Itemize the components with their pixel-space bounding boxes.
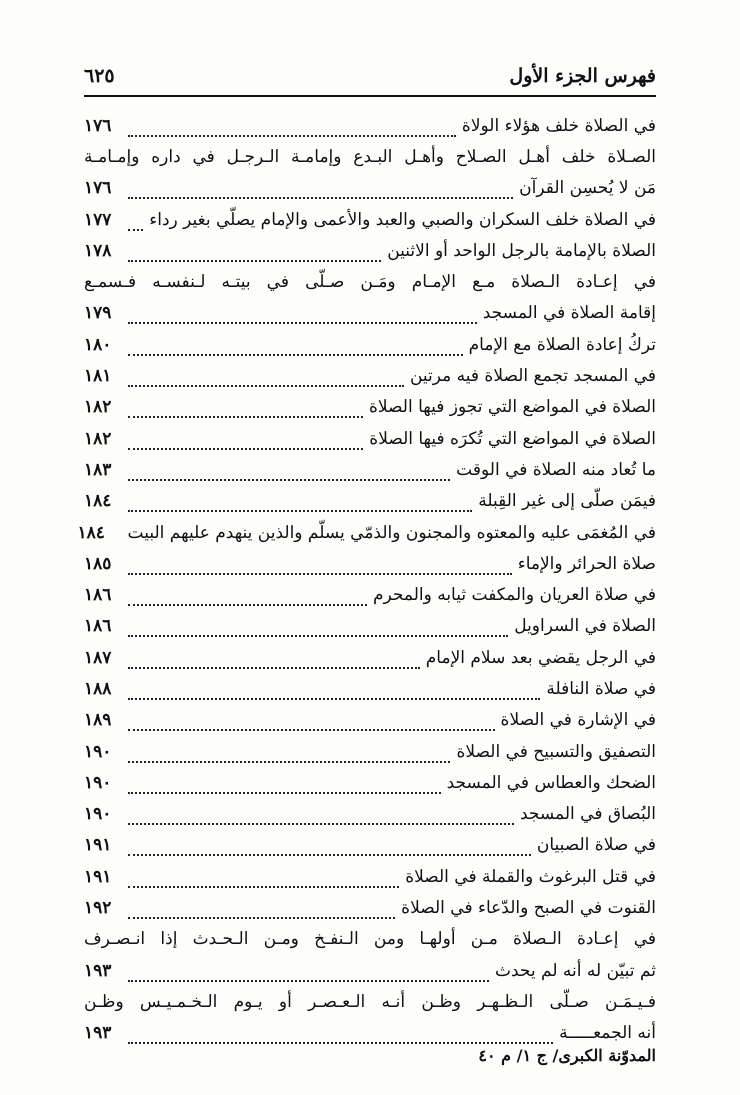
toc-entry-title: التصفيق والتسبيح في الصلاة [456, 741, 656, 762]
dot-leader [128, 619, 508, 637]
toc-entry-title: البُصاق في المسجد [519, 804, 656, 825]
dot-leader [128, 557, 512, 575]
toc-entry-title: في المُغمَى عليه والمعتوه والمجنون والذمّي يسلّم والذين ينهدم عليهم البيت [127, 522, 656, 543]
dot-leader [128, 1026, 553, 1044]
toc-entry-title: صلاة الحرائر والإماء [517, 553, 656, 574]
dot-leader [128, 181, 513, 199]
toc-entry-page: ١٧٦ [84, 115, 112, 136]
footer-signature: المدوّنة الكبرى/ ج ١/ م ٤٠ [478, 1046, 656, 1065]
toc-entry-title: في قتل البرغوث والقملة في الصلاة [405, 866, 656, 887]
toc-entry-page: ١٧٦ [84, 178, 112, 199]
toc-entry [84, 329, 656, 360]
table-of-contents [77, 110, 656, 1049]
toc-entry-page: ١٨٢ [84, 428, 112, 449]
toc-entry-page: ١٨٦ [84, 616, 112, 637]
toc-entry [84, 924, 656, 955]
toc-entry-page: ١٨٤ [84, 491, 112, 512]
toc-entry [84, 611, 656, 642]
dot-leader [128, 964, 489, 982]
toc-entry-title: مَن لا يُحسِن القرآن [519, 178, 656, 199]
toc-entry-page: ١٨٧ [84, 647, 112, 668]
dot-leader [128, 588, 367, 606]
toc-entry-page: ١٧٧ [84, 209, 112, 230]
toc-entry-title: في الرجل يقضي بعد سلام الإمام [425, 647, 656, 668]
toc-entry-title: في إعـادة الـصلاة مـع الإمـام ومَـن صـلّى في بيتـه لـنفسـه فـسمـع [84, 272, 656, 293]
dot-leader [128, 807, 514, 825]
toc-entry [84, 705, 656, 736]
toc-entry [84, 266, 656, 297]
dot-leader [128, 400, 363, 418]
toc-entry-page: ١٩٠ [84, 804, 112, 825]
toc-entry [84, 579, 656, 610]
toc-entry-title: تركُ إعادة الصلاة مع الإمام [468, 334, 656, 355]
dot-leader [128, 244, 381, 262]
toc-entry-title: في صلاة الصبيان [536, 835, 656, 856]
running-title: فهرس الجزء الأول [509, 65, 656, 87]
dot-leader [128, 432, 363, 450]
toc-entry-page: ١٨٨ [84, 678, 112, 699]
page-header [84, 58, 656, 94]
toc-entry [84, 110, 656, 141]
toc-entry [84, 454, 656, 485]
toc-entry-page: ١٩٣ [84, 1023, 112, 1044]
toc-entry [84, 204, 656, 235]
toc-entry [84, 141, 656, 172]
toc-entry-title: الصـلاة خلف أهـل الصـلاح وأهـل البـدع وإمامـة الـرجـل في داره وإمـامـة [84, 146, 656, 167]
toc-entry [84, 673, 656, 704]
toc-entry-page: ١٨١ [84, 366, 112, 387]
toc-entry-title: في الإشارة في الصلاة [500, 710, 656, 731]
toc-entry [84, 892, 656, 923]
dot-leader [128, 870, 399, 888]
page-number: ٦٢٥ [84, 65, 115, 87]
toc-entry-title: القنوت في الصبح والدّعاء في الصلاة [401, 898, 656, 919]
toc-entry-title: في صلاة العريان والمكفت ثيابه والمحرم [372, 585, 656, 606]
toc-entry-title: إقامة الصلاة في المسجد [482, 303, 656, 324]
toc-entry-page: ١٩٢ [84, 898, 112, 919]
dot-leader [128, 776, 441, 794]
toc-entry [77, 517, 656, 548]
toc-entry [84, 986, 656, 1017]
toc-entry-title: ما تُعاد منه الصلاة في الوقت [456, 459, 656, 480]
toc-entry-page: ١٨٣ [84, 459, 112, 480]
dot-leader [128, 369, 404, 387]
header-rule [84, 95, 656, 97]
toc-entry [84, 767, 656, 798]
dot-leader [128, 745, 450, 763]
toc-entry-page: ١٩١ [84, 835, 112, 856]
toc-entry-title: أنه الجمعـــــة [559, 1023, 656, 1044]
dot-leader [128, 494, 472, 512]
toc-entry-title: في الصلاة خلف هؤلاء الولاة [461, 115, 656, 136]
toc-entry-page: ١٧٩ [84, 303, 112, 324]
toc-entry-title: فيمَن صلّى إلى غير القِبلة [478, 491, 656, 512]
toc-entry-page: ١٩٠ [84, 741, 112, 762]
toc-entry [84, 642, 656, 673]
toc-entry [84, 1018, 656, 1049]
toc-entry [84, 173, 656, 204]
dot-leader [128, 338, 463, 356]
toc-entry-page: ١٧٨ [84, 240, 112, 261]
toc-entry [84, 360, 656, 391]
toc-entry-title: في إعـادة الـصلاة مـن أولهـا ومن الـنفـخ ومـن الـحـدث إذا انـصـرف [84, 929, 656, 950]
toc-entry-title: الضحك والعطاس في المسجد [446, 772, 656, 793]
toc-entry [84, 799, 656, 830]
dot-leader [128, 682, 540, 700]
toc-entry-title: الصلاة في المواضع التي تُكرَه فيها الصلاة [369, 428, 656, 449]
toc-entry-title: الصلاة في المواضع التي تجوز فيها الصلاة [369, 397, 656, 418]
toc-entry [84, 486, 656, 517]
toc-entry [84, 548, 656, 579]
toc-entry-title: في الصلاة خلف السكران والصبي والعبد والأعمى والإمام يصلّي بغير رداء [149, 209, 656, 230]
toc-entry-title: الصلاة في السراويل [514, 616, 656, 637]
dot-leader [128, 213, 143, 231]
toc-entry-page: ١٨٠ [84, 334, 112, 355]
toc-entry [84, 392, 656, 423]
toc-entry-page: ١٩١ [84, 866, 112, 887]
dot-leader [128, 901, 395, 919]
dot-leader [128, 306, 477, 324]
toc-entry-page: ١٨٩ [84, 710, 112, 731]
toc-entry [84, 861, 656, 892]
toc-entry [84, 955, 656, 986]
toc-entry [84, 235, 656, 266]
dot-leader [128, 463, 450, 481]
toc-entry-title: الصلاة بالإمامة بالرجل الواحد أو الاثنين [387, 240, 656, 261]
dot-leader [128, 838, 531, 856]
toc-entry-page: ١٩٣ [84, 960, 112, 981]
toc-entry-page: ١٨٢ [84, 397, 112, 418]
toc-entry [84, 736, 656, 767]
dot-leader [128, 713, 495, 731]
toc-entry-page: ١٨٤ [77, 522, 105, 543]
toc-entry [84, 830, 656, 861]
toc-entry-title: في صلاة النافلة [546, 678, 656, 699]
toc-entry-page: ١٨٥ [84, 553, 112, 574]
toc-entry-page: ١٩٠ [84, 772, 112, 793]
toc-entry [84, 423, 656, 454]
dot-leader [128, 119, 456, 137]
toc-entry-page: ١٨٦ [84, 585, 112, 606]
toc-entry-title: في المسجد تجمع الصلاة فيه مرتين [409, 366, 656, 387]
dot-leader [128, 651, 420, 669]
toc-entry-title: فـيـمَـن صـلّى الـظـهـر وظـن أنـه الـعـصـر أو يـوم الـخـمـيـس وظـن [84, 991, 656, 1012]
toc-entry [84, 298, 656, 329]
toc-entry-title: ثم تبيّن له أنه لم يحدث [495, 960, 656, 981]
